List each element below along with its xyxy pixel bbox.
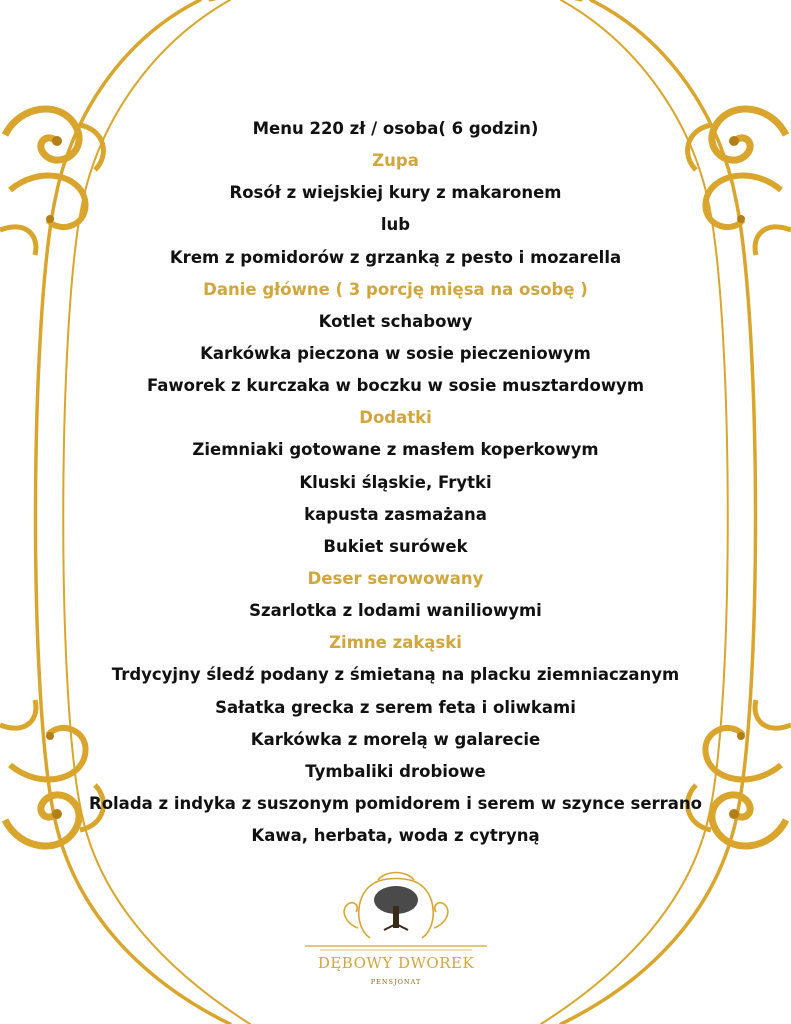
menu-item: Krem z pomidorów z grzanką z pesto i mozarella bbox=[169, 247, 622, 267]
menu-item: Faworek z kurczaka w boczku w sosie musztardowym bbox=[146, 376, 645, 396]
menu-item: Sałatka grecka z serem feta i oliwkami bbox=[215, 697, 576, 717]
menu-item: kapusta zasmażana bbox=[304, 504, 487, 524]
menu-item: Kotlet schabowy bbox=[318, 311, 473, 331]
menu-item: Tymbaliki drobiowe bbox=[305, 761, 486, 781]
menu-item: Karkówka z morelą w galarecie bbox=[250, 729, 541, 749]
menu-item: Karkówka pieczona w sosie pieczeniowym bbox=[200, 343, 591, 363]
menu-item: Kluski śląskie, Frytki bbox=[299, 472, 492, 492]
menu-item: Kawa, herbata, woda z cytryną bbox=[251, 826, 540, 846]
menu-section-heading: Danie główne ( 3 porcję mięsa na osobę ) bbox=[203, 279, 588, 299]
menu-section-heading: Zupa bbox=[372, 151, 419, 171]
menu-item: Bukiet surówek bbox=[323, 536, 468, 556]
menu-item: lub bbox=[380, 215, 411, 235]
oak-tree-icon bbox=[374, 886, 418, 930]
menu-item: Rosół z wiejskiej kury z makaronem bbox=[229, 183, 562, 203]
menu-item: Rolada z indyka z suszonym pomidorem i serem w szynce serrano bbox=[88, 793, 703, 813]
menu-item: Trdycyjny śledź podany z śmietaną na placku ziemniaczanym bbox=[111, 665, 680, 685]
logo bbox=[300, 868, 492, 998]
menu-item: Ziemniaki gotowane z masłem koperkowym bbox=[192, 440, 599, 460]
menu-title: Menu 220 zł / osoba( 6 godzin) bbox=[252, 119, 539, 138]
logo-name: DĘBOWY DWOREK bbox=[317, 954, 475, 972]
menu-list bbox=[0, 113, 791, 852]
menu-section-heading: Dodatki bbox=[359, 408, 432, 428]
logo-subtitle: PENSJONAT bbox=[370, 978, 422, 986]
menu-item: Szarlotka z lodami waniliowymi bbox=[249, 601, 542, 621]
menu-section-heading: Zimne zakąski bbox=[329, 633, 462, 653]
oak-tree-crest-icon bbox=[300, 868, 492, 954]
menu-section-heading: Deser serowowany bbox=[307, 568, 484, 588]
